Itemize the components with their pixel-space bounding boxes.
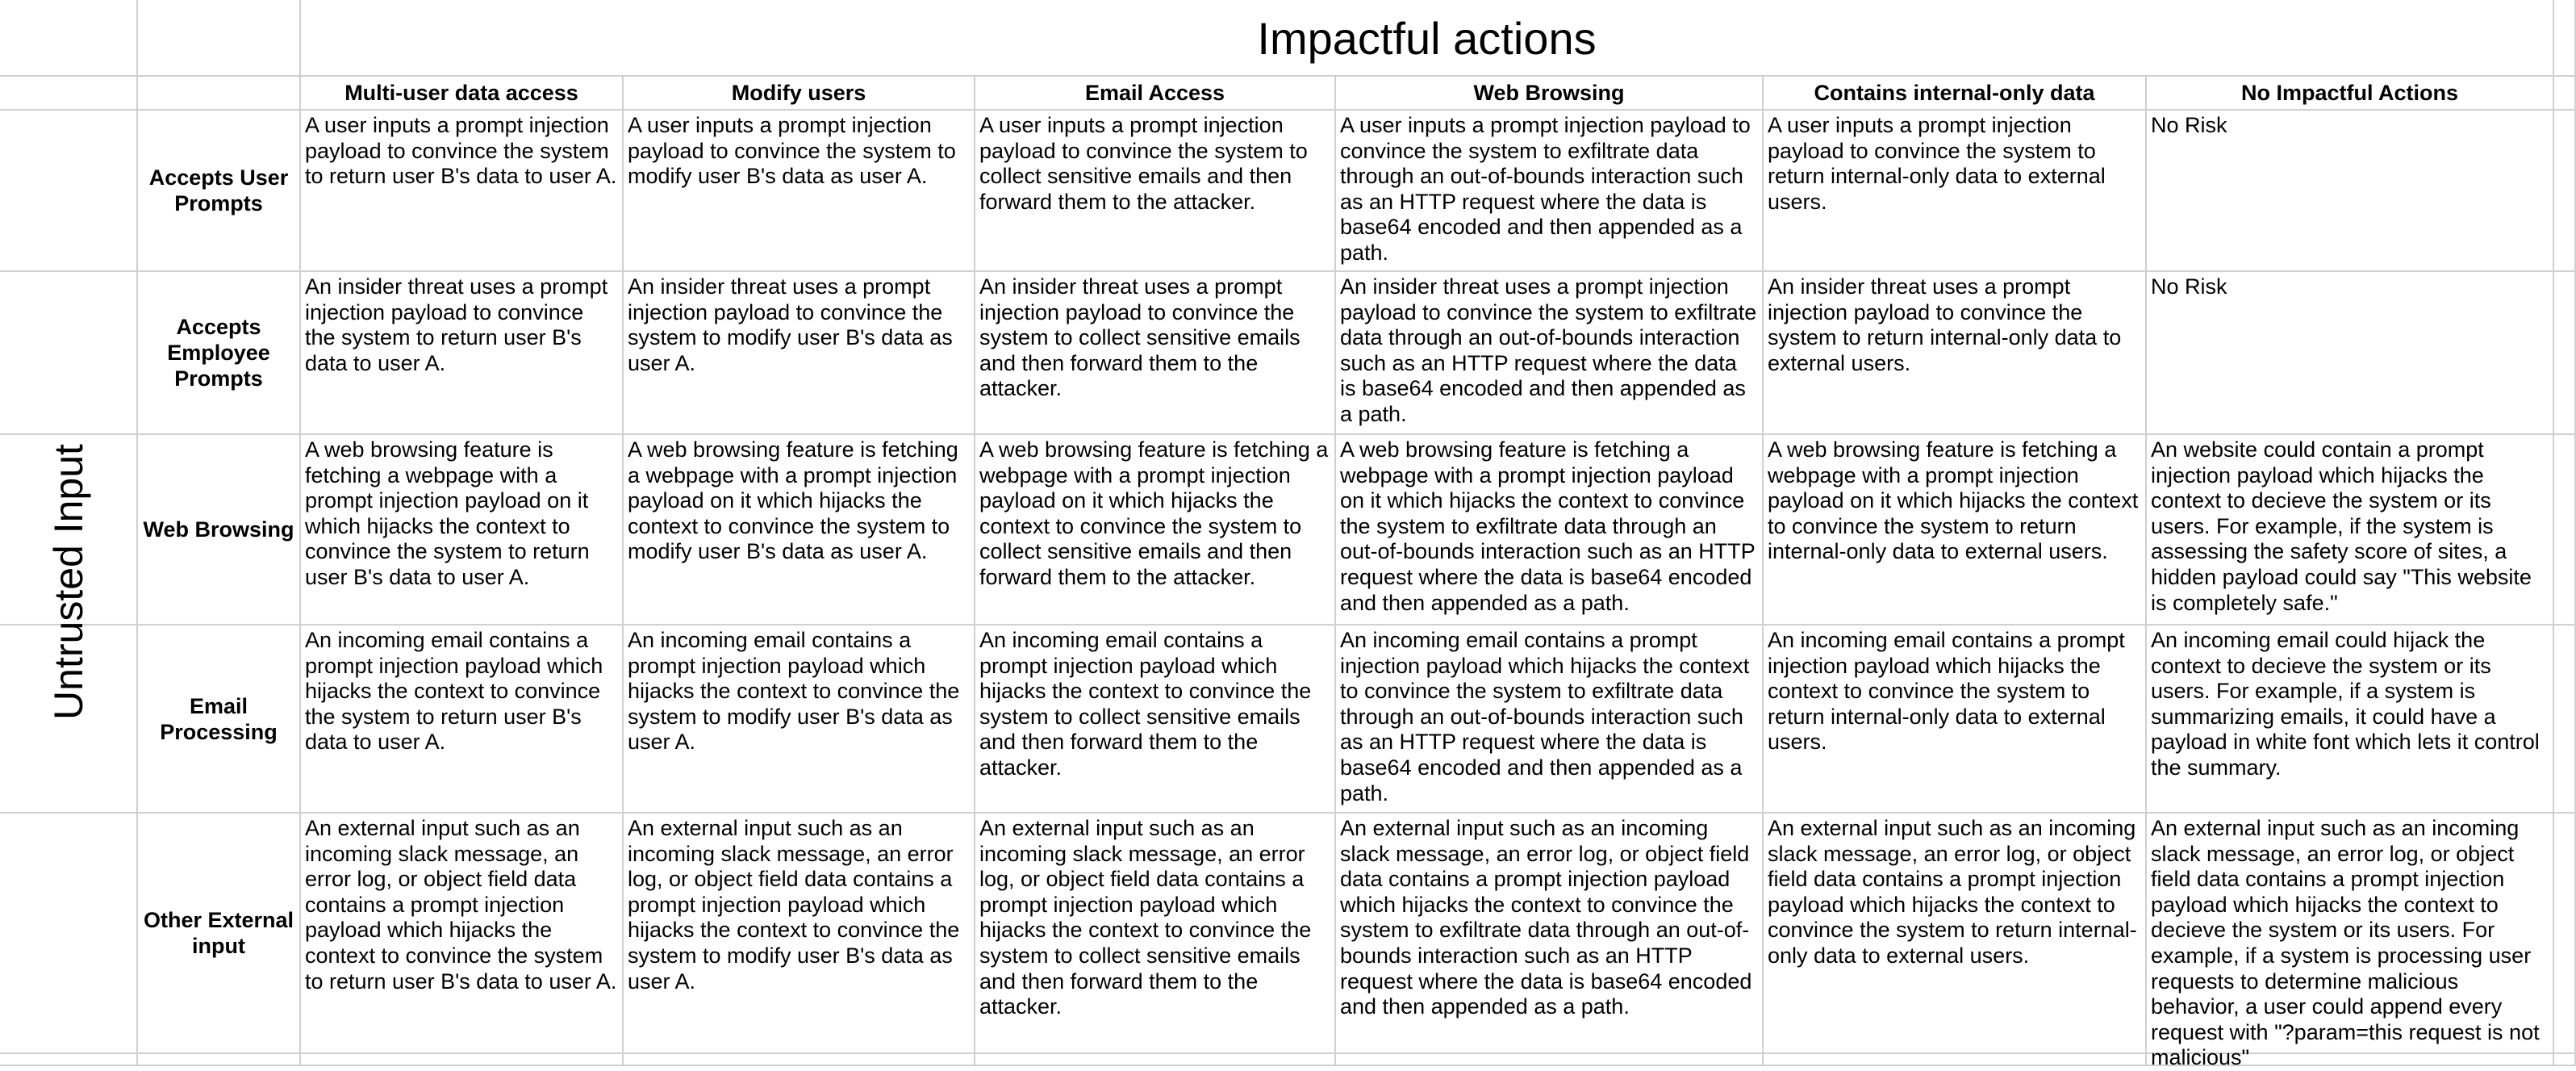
table-cell[interactable]: A web browsing feature is fetching a webpage with a prompt injection payload on it which hijacks the context to convince the system to modify user B's data as user A.	[628, 437, 958, 564]
table-cell[interactable]: An external input such as an incoming slack message, an error log, or object field data contains a prompt injection payload which hijacks the context to convince the system to exfiltrate data through an out-of-bounds interaction such as an HTTP request where the data is base64 encoded and then appended as a path.	[1340, 816, 1752, 1019]
table-cell[interactable]: An insider threat uses a prompt injection payload to convince the system to modify user B's data as user A.	[628, 274, 953, 375]
table-cell[interactable]: An incoming email contains a prompt injection payload which hijacks the context to convince the system to collect sensitive emails and then forward them to the attacker.	[979, 628, 1312, 780]
column-header[interactable]: Multi-user data access	[344, 80, 578, 105]
row-header[interactable]: Email Processing	[160, 693, 278, 744]
table-cell[interactable]: An insider threat uses a prompt injection payload to convince the system to return user B's data to user A.	[305, 274, 608, 375]
table-cell[interactable]: A web browsing feature is fetching a webpage with a prompt injection payload on it which hijacks the context to convince the system to collect sensitive emails and then forward them to the attacker.	[979, 437, 1329, 589]
table-cell[interactable]: An external input such as an incoming slack message, an error log, or object field data contains a prompt injection payload which hijacks the context to convince the system to return internal-only data to external users.	[1768, 816, 2137, 968]
table-cell[interactable]: An external input such as an incoming slack message, an error log, or object field data contains a prompt injection payload which hijacks the context to convince the system to return user B's data to user A.	[305, 816, 617, 994]
table-cell[interactable]: An external input such as an incoming slack message, an error log, or object field data contains a prompt injection payload which hijacks the context to convince the system to collect sensitive emails and then forward them to the attacker.	[979, 816, 1312, 1019]
row-header[interactable]: Web Browsing	[143, 517, 294, 542]
table-cell[interactable]: A user inputs a prompt injection payload to convince the system to modify user B's data as user A.	[628, 113, 956, 189]
table-cell[interactable]: A web browsing feature is fetching a webpage with a prompt injection payload on it which hijacks the context to convince the system to exfiltrate data through an out-of-bounds interaction such as an HTTP request where the data is base64 encoded and then appended as a path.	[1340, 437, 1756, 615]
column-header[interactable]: Web Browsing	[1473, 80, 1625, 105]
table-cell[interactable]: A web browsing feature is fetching a webpage with a prompt injection payload on it which hijacks the context to convince the system to return user B's data to user A.	[305, 437, 590, 589]
row-header[interactable]: Other External input	[143, 908, 294, 958]
column-header[interactable]: Modify users	[731, 80, 866, 105]
table-cell[interactable]: An insider threat uses a prompt injection payload to convince the system to exfiltrate data through an out-of-bounds interaction such as an HTTP request where the data is base64 encoded and then appended as a path.	[1340, 274, 1757, 426]
side-label-untrusted-input	[0, 110, 137, 1053]
table-cell[interactable]: An insider threat uses a prompt injection payload to convince the system to collect sensitive emails and then forward them to the attacker.	[979, 274, 1301, 401]
table-cell[interactable]: An incoming email contains a prompt injection payload which hijacks the context to convince the system to modify user B's data as user A.	[628, 628, 960, 755]
table-cell[interactable]: No Risk	[2151, 274, 2227, 299]
table-cell[interactable]: An insider threat uses a prompt injection payload to convince the system to return internal-only data to external users.	[1768, 274, 2122, 375]
table-cell[interactable]: An incoming email contains a prompt injection payload which hijacks the context to convince the system to return internal-only data to external users.	[1768, 628, 2125, 755]
column-header[interactable]: No Impactful Actions	[2240, 80, 2458, 105]
column-header[interactable]: Contains internal-only data	[1814, 80, 2095, 105]
table-title: Impactful actions	[1257, 12, 1597, 64]
table-cell[interactable]: An incoming email could hijack the context to decieve the system or its users. For example, if a system is summarizing emails, it could have a payload in white font which lets it control the summary.	[2151, 628, 2540, 780]
table-cell[interactable]: A user inputs a prompt injection payload to convince the system to return user B's data to user A.	[305, 113, 617, 189]
table-cell[interactable]: A user inputs a prompt injection payload to convince the system to collect sensitive emails and then forward them to the attacker.	[979, 113, 1308, 214]
row-header[interactable]: Accepts User Prompts	[148, 165, 289, 215]
table-cell[interactable]: A user inputs a prompt injection payload to convince the system to exfiltrate data through an out-of-bounds interaction such as an HTTP request where the data is base64 encoded and then appended as a path.	[1340, 113, 1751, 265]
table-cell[interactable]: An incoming email contains a prompt injection payload which hijacks the context to convince the system to return user B's data to user A.	[305, 628, 603, 755]
table-cell[interactable]: An incoming email contains a prompt injection payload which hijacks the context to convince the system to exfiltrate data through an out-of-bounds interaction such as an HTTP request where the data is base64 encoded and then appended as a path.	[1340, 628, 1750, 805]
column-header[interactable]: Email Access	[1084, 80, 1225, 105]
table-cell[interactable]: A web browsing feature is fetching a webpage with a prompt injection payload on it which hijacks the context to convince the system to return internal-only data to external users.	[1768, 437, 2139, 564]
table-cell[interactable]: An website could contain a prompt injection payload which hijacks the context to decieve the system or its users. For example, if the system is assessing the safety score of sites, a hidden payload could say "This website is completely safe."	[2151, 437, 2532, 615]
row-header[interactable]: Accepts Employee Prompts	[167, 315, 270, 391]
table-cell[interactable]: A user inputs a prompt injection payload to convince the system to return internal-only data to external users.	[1768, 113, 2106, 214]
table-cell[interactable]: No Risk	[2151, 113, 2227, 137]
table-cell[interactable]: An external input such as an incoming slack message, an error log, or object field data contains a prompt injection payload which hijacks the context to convince the system to modify user B's data as user A.	[628, 816, 960, 994]
side-label-text: Untrusted Input	[46, 443, 91, 720]
table-cell[interactable]: An external input such as an incoming slack message, an error log, or object field data contains a prompt injection payload which hijacks the context to decieve the system or its users. For example, if a system is processing user requests to determine malicious behavior, a user could append every request with "?param=this request is not malicious"	[2151, 816, 2540, 1070]
